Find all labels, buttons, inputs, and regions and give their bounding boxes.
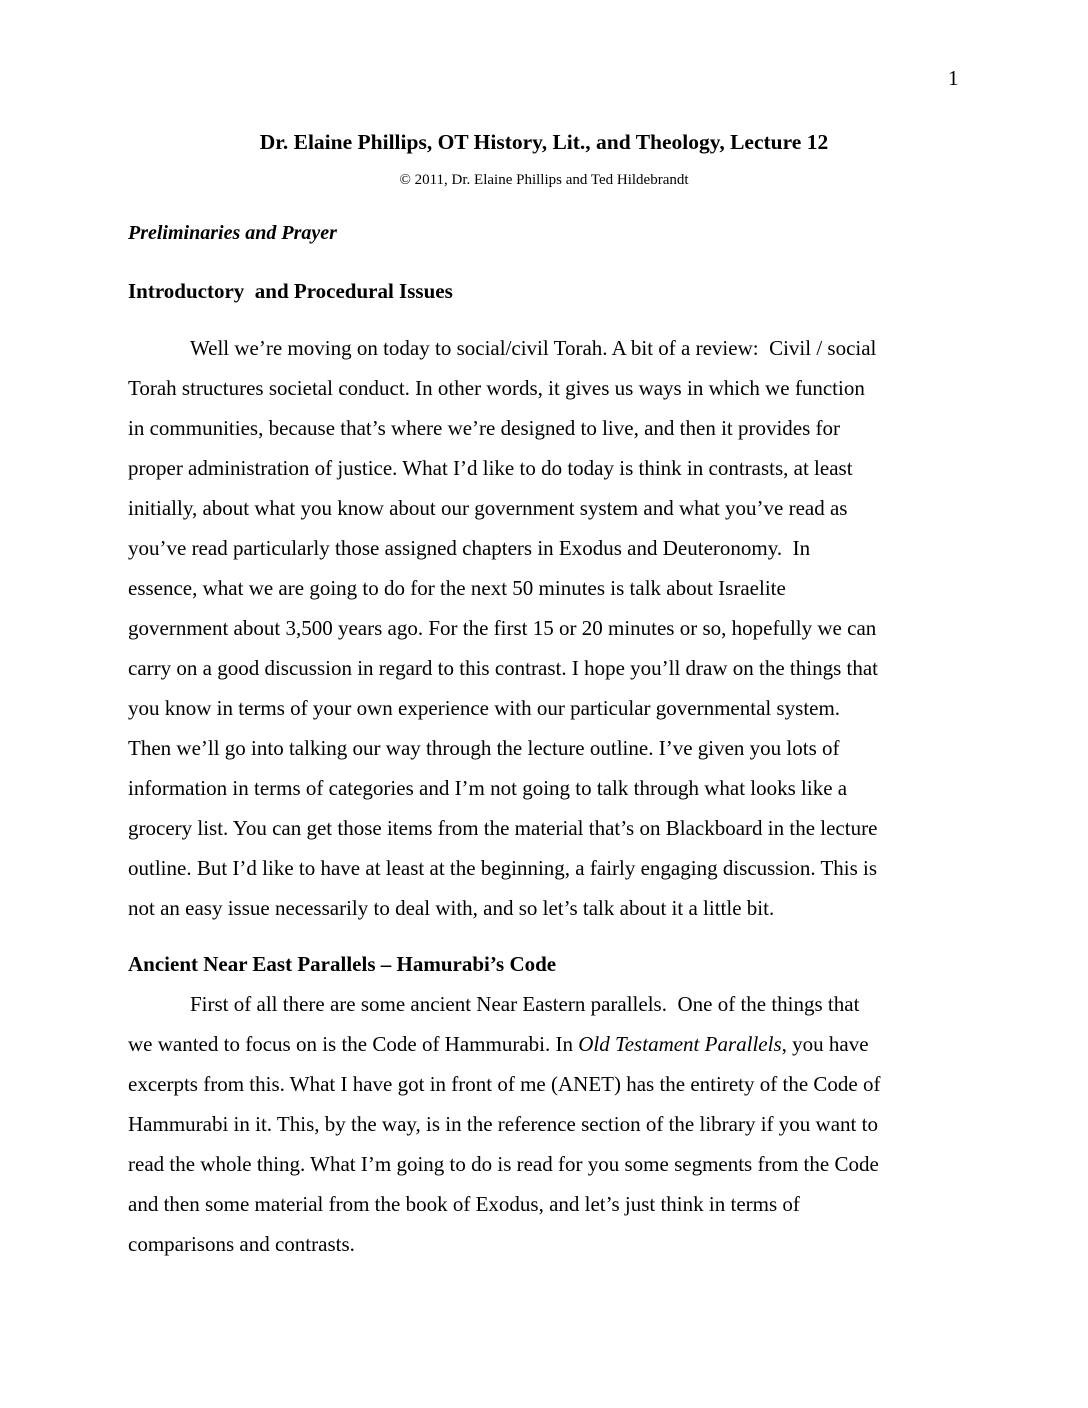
text-segment: we wanted to focus on is the Code of Hammurabi. In xyxy=(128,1032,579,1056)
heading-ancient-near-east: Ancient Near East Parallels – Hamurabi’s Code xyxy=(128,952,557,976)
text-line: First of all there are some ancient Near Eastern parallels. One of the things that xyxy=(190,992,860,1016)
text-line: Torah structures societal conduct. In other words, it gives us ways in which we function xyxy=(128,376,865,400)
text-line: grocery list. You can get those items from the material that’s on Blackboard in the lecture xyxy=(128,816,878,840)
text-line: read the whole thing. What I’m going to do is read for you some segments from the Code xyxy=(128,1152,879,1176)
paragraph-hammurabi xyxy=(128,984,880,1264)
text-line: comparisons and contrasts. xyxy=(128,1232,355,1256)
text-line: essence, what we are going to do for the next 50 minutes is talk about Israelite xyxy=(128,576,786,600)
text-line: proper administration of justice. What I’d like to do today is think in contrasts, at least xyxy=(128,456,853,480)
paragraph-introductory xyxy=(128,328,878,928)
book-title-italic: Old Testament Parallels xyxy=(578,1032,782,1056)
heading-introductory: Introductory and Procedural Issues xyxy=(128,279,453,303)
document-title: Dr. Elaine Phillips, OT History, Lit., and Theology, Lecture 12 xyxy=(259,130,829,154)
text-line: government about 3,500 years ago. For the first 15 or 20 minutes or so, hopefully we can xyxy=(128,616,877,640)
text-line: outline. But I’d like to have at least at the beginning, a fairly engaging discussion. This is xyxy=(128,856,878,880)
page-number: 1 xyxy=(948,66,959,90)
text-line: initially, about what you know about our government system and what you’ve read as xyxy=(128,496,848,520)
text-line: you’ve read particularly those assigned chapters in Exodus and Deuteronomy. In xyxy=(128,536,811,560)
text-line: information in terms of categories and I’m not going to talk through what looks like a xyxy=(128,776,848,800)
text-line: and then some material from the book of Exodus, and let’s just think in terms of xyxy=(128,1192,800,1216)
text-line: Then we’ll go into talking our way through the lecture outline. I’ve given you lots of xyxy=(128,736,840,760)
text-line: Well we’re moving on today to social/civil Torah. A bit of a review: Civil / social xyxy=(190,336,877,360)
text-line: you know in terms of your own experience with our particular governmental system. xyxy=(128,696,841,720)
text-line: in communities, because that’s where we’re designed to live, and then it provides for xyxy=(128,416,841,440)
text-segment: , you have xyxy=(781,1032,869,1056)
text-line: excerpts from this. What I have got in front of me (ANET) has the entirety of the Code of xyxy=(128,1072,881,1096)
text-line: Hammurabi in it. This, by the way, is in the reference section of the library if you want to xyxy=(128,1112,878,1136)
copyright-line: © 2011, Dr. Elaine Phillips and Ted Hildebrandt xyxy=(399,172,689,188)
text-line: not an easy issue necessarily to deal with, and so let’s talk about it a little bit. xyxy=(128,896,775,920)
text-line xyxy=(128,1024,880,1064)
heading-preliminaries: Preliminaries and Prayer xyxy=(128,222,337,244)
text-line: carry on a good discussion in regard to this contrast. I hope you’ll draw on the things that xyxy=(128,656,879,680)
